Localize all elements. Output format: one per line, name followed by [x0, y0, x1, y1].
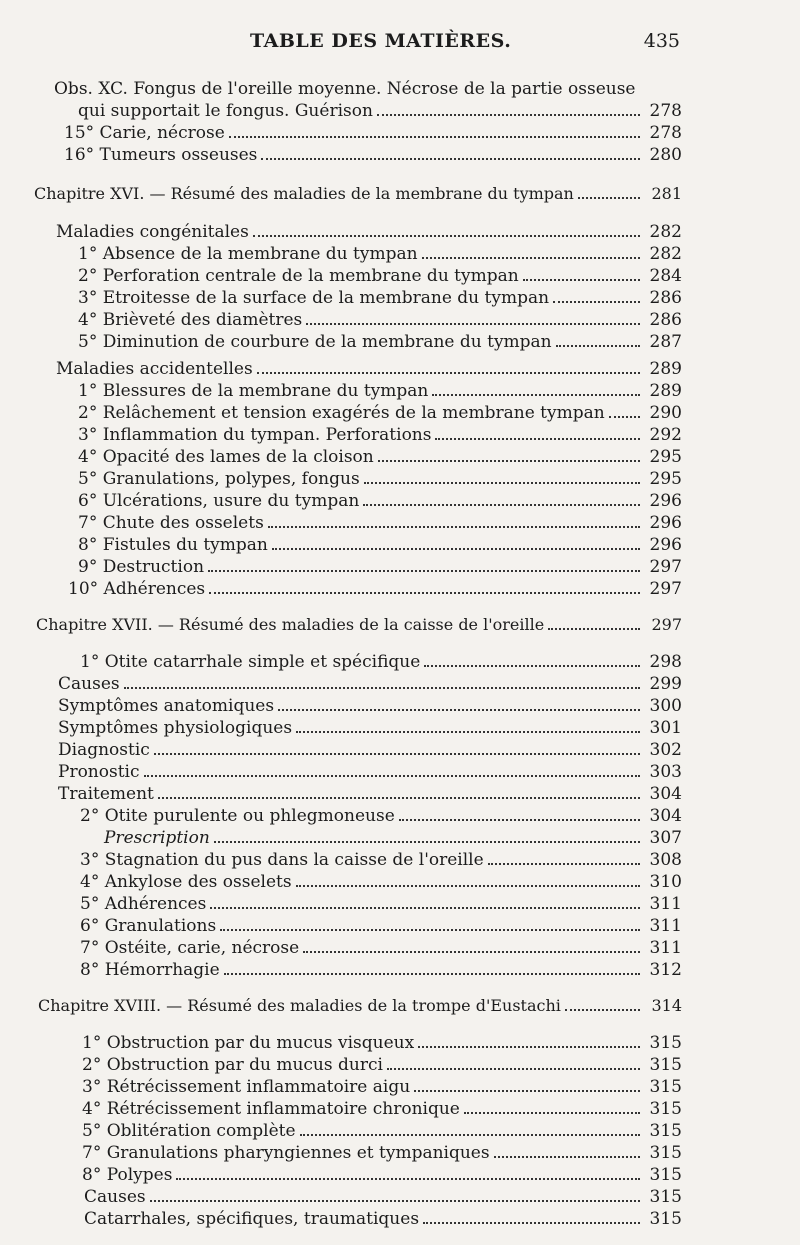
toc-entry [82, 1032, 682, 1054]
toc-entry-page: 311 [649, 894, 682, 914]
toc-entry-page: 315 [649, 1099, 682, 1119]
leader-dots [640, 80, 641, 94]
toc-entry-page: 315 [649, 1033, 682, 1053]
toc-entry [56, 358, 682, 380]
leader-dots [296, 871, 640, 887]
toc-entry [78, 402, 682, 424]
toc-entry-page: 308 [649, 850, 682, 870]
toc-entry [80, 651, 682, 673]
toc-entry [80, 805, 682, 827]
toc-entry-page: 315 [649, 1143, 682, 1163]
toc-entry [54, 78, 682, 100]
toc-entry-page: 301 [649, 718, 682, 738]
toc-entry-page: 289 [649, 381, 682, 401]
toc-entry-label: 3° Etroitesse de la surface de la membrane du tympan [78, 288, 550, 308]
leader-dots [578, 183, 640, 199]
leader-dots [422, 243, 640, 259]
toc-entry-page: 315 [649, 1165, 682, 1185]
toc-entry-page: 286 [649, 310, 682, 330]
toc-entry-label: 7° Granulations pharyngiennes et tympaniques [82, 1143, 490, 1163]
toc-entry [58, 739, 682, 761]
chapter-heading [36, 614, 682, 636]
leader-dots [224, 959, 640, 975]
toc-entry-page: 296 [649, 535, 682, 555]
leader-dots [176, 1164, 640, 1180]
leader-dots [278, 695, 640, 711]
toc-entry [58, 783, 682, 805]
toc-entry-page: 303 [649, 762, 682, 782]
toc-entry-page: 298 [649, 652, 682, 672]
toc-entry [80, 871, 682, 893]
leader-dots [387, 1054, 640, 1070]
toc-entry [58, 673, 682, 695]
toc-entry-label: Symptômes physiologiques [58, 718, 293, 738]
toc-entry-page: 297 [649, 579, 682, 599]
toc-entry-page: 297 [649, 557, 682, 577]
toc-entry-label: Pronostic [58, 762, 140, 782]
leader-dots [261, 144, 640, 160]
toc-entry-label: 1° Blessures de la membrane du tympan [78, 381, 429, 401]
toc-entry-label: Prescription [104, 828, 210, 848]
toc-entry-page: 315 [649, 1121, 682, 1141]
leader-dots [432, 380, 640, 396]
leader-dots [548, 614, 640, 630]
toc-entry [78, 265, 682, 287]
toc-entry-label: 5° Oblitération complète [82, 1121, 296, 1141]
toc-entry-page: 280 [649, 145, 682, 165]
toc-entry-page: 286 [649, 288, 682, 308]
toc-entry-page: 314 [651, 996, 682, 1015]
toc-entry-page: 300 [649, 696, 682, 716]
toc-entry-page: 297 [651, 615, 682, 634]
leader-dots [399, 805, 640, 821]
toc-entry-label: 2° Relâchement et tension exagérés de la membrane tympan [78, 403, 605, 423]
toc-entry [78, 380, 682, 402]
toc-entry-page: 311 [649, 916, 682, 936]
toc-entry-page: 295 [649, 447, 682, 467]
toc-entry [78, 287, 682, 309]
leader-dots [257, 358, 640, 374]
leader-dots [378, 446, 640, 462]
leader-dots [253, 221, 640, 237]
toc-entry-page: 307 [649, 828, 682, 848]
toc-entry-page: 296 [649, 513, 682, 533]
toc-entry-page: 290 [649, 403, 682, 423]
leader-dots [418, 1032, 640, 1048]
toc-entry-label: 4° Brièveté des diamètres [78, 310, 303, 330]
leader-dots [609, 402, 640, 418]
leader-dots [208, 556, 640, 572]
toc-entry-page: 278 [649, 101, 682, 121]
leader-dots [300, 1120, 640, 1136]
toc-entry-label: 5° Granulations, polypes, fongus [78, 469, 360, 489]
toc-entry [64, 122, 682, 144]
toc-entry-label: 1° Obstruction par du mucus visqueux [82, 1033, 415, 1053]
chapter-heading [34, 183, 682, 205]
toc-entry [64, 144, 682, 166]
toc-entry-label: 15° Carie, nécrose [64, 123, 225, 143]
toc-entry-label: Chapitre XVIII. — Résumé des maladies de la trompe d'Eustachi [38, 996, 561, 1015]
toc-entry-label: 3° Stagnation du pus dans la caisse de l'oreille [80, 850, 484, 870]
toc-entry-page: 278 [649, 123, 682, 143]
page-title: TABLE DES MATIÈRES. [250, 30, 512, 52]
leader-dots [124, 673, 640, 689]
toc-entry-page: 315 [649, 1187, 682, 1207]
toc-entry-label: 8° Hémorrhagie [80, 960, 220, 980]
leader-dots [414, 1076, 640, 1092]
toc-entry-label: 2° Perforation centrale de la membrane du tympan [78, 266, 519, 286]
toc-entry-label: Diagnostic [58, 740, 150, 760]
toc-entry [82, 1120, 682, 1142]
toc-entry [82, 1164, 682, 1186]
leader-dots [435, 424, 640, 440]
toc-entry [80, 937, 682, 959]
toc-entry-label: Catarrhales, spécifiques, traumatiques [84, 1209, 420, 1229]
toc-entry-label: 1° Absence de la membrane du tympan [78, 244, 418, 264]
toc-entry [56, 221, 682, 243]
toc-entry [84, 1186, 682, 1208]
toc-entry-label: 1° Otite catarrhale simple et spécifique [80, 652, 421, 672]
page-number: 435 [643, 30, 680, 52]
toc-entry-label: 4° Rétrécissement inflammatoire chronique [82, 1099, 460, 1119]
toc-entry [78, 512, 682, 534]
toc-entry-page: 289 [649, 359, 682, 379]
leader-dots [154, 739, 640, 755]
toc-entry-label: Chapitre XVI. — Résumé des maladies de la membrane du tympan [34, 184, 574, 203]
toc-entry [104, 827, 682, 849]
toc-entry-label: 4° Opacité des lames de la cloison [78, 447, 374, 467]
toc-entry-label: 7° Chute des osselets [78, 513, 264, 533]
toc-entry-page: 284 [649, 266, 682, 286]
toc-entry-label: Symptômes anatomiques [58, 696, 275, 716]
leader-dots [306, 309, 640, 325]
leader-dots [494, 1142, 640, 1158]
toc-entry-label: 2° Obstruction par du mucus durci [82, 1055, 383, 1075]
toc-entry-label: 3° Inflammation du tympan. Perforations [78, 425, 432, 445]
toc-entry-label: 7° Ostéite, carie, nécrose [80, 938, 300, 958]
toc-entry-label: 6° Ulcérations, usure du tympan [78, 491, 360, 511]
toc-entry-label: Chapitre XVII. — Résumé des maladies de la caisse de l'oreille [36, 615, 545, 634]
toc-entry [78, 424, 682, 446]
toc-entry-page: 304 [649, 806, 682, 826]
toc-entry [82, 1142, 682, 1164]
toc-entry-page: 282 [649, 222, 682, 242]
leader-dots [363, 490, 640, 506]
toc-entry-page: 310 [649, 872, 682, 892]
toc-entry-page: 315 [649, 1077, 682, 1097]
toc-entry-label: Causes [58, 674, 120, 694]
toc-entry-label: 16° Tumeurs osseuses [64, 145, 258, 165]
toc-entry [82, 1054, 682, 1076]
leader-dots [268, 512, 640, 528]
toc-entry-label: qui supportait le fongus. Guérison [78, 101, 373, 121]
leader-dots [210, 893, 640, 909]
toc-entry-label: Obs. XC. Fongus de l'oreille moyenne. Nécrose de la partie osseuse [54, 79, 636, 99]
toc-entry-page: 282 [649, 244, 682, 264]
toc-entry-label: 10° Adhérences [68, 579, 206, 599]
leader-dots [296, 717, 640, 733]
leader-dots [556, 331, 640, 347]
toc-entry [78, 309, 682, 331]
leader-dots [303, 937, 640, 953]
toc-entry-label: Causes [84, 1187, 146, 1207]
toc-entry-page: 302 [649, 740, 682, 760]
toc-entry-page: 315 [649, 1209, 682, 1229]
leader-dots [464, 1098, 640, 1114]
toc-entry [58, 717, 682, 739]
toc-entry [78, 331, 682, 353]
toc-entry-label: 2° Otite purulente ou phlegmoneuse [80, 806, 395, 826]
leader-dots [565, 995, 640, 1011]
leader-dots [488, 849, 640, 865]
toc-entry-page: 312 [649, 960, 682, 980]
toc-entry-page: 315 [649, 1055, 682, 1075]
toc-entry [78, 446, 682, 468]
toc-entry [78, 243, 682, 265]
leader-dots [209, 578, 640, 594]
toc-entry-label: Traitement [58, 784, 154, 804]
toc-entry-page: 299 [649, 674, 682, 694]
leader-dots [150, 1186, 640, 1202]
toc-entry-label: 9° Destruction [78, 557, 205, 577]
toc-entry-label: 3° Rétrécissement inflammatoire aigu [82, 1077, 411, 1097]
toc-entry-label: Maladies congénitales [56, 222, 249, 242]
leader-dots [424, 651, 640, 667]
leader-dots [144, 761, 641, 777]
toc-entry-page: 292 [649, 425, 682, 445]
toc-entry [82, 1076, 682, 1098]
toc-entry-page: 304 [649, 784, 682, 804]
toc-entry-label: Maladies accidentelles [56, 359, 253, 379]
toc-entry [78, 100, 682, 122]
chapter-heading [38, 995, 682, 1017]
leader-dots [229, 122, 640, 138]
toc-entry [80, 915, 682, 937]
toc-entry [78, 534, 682, 556]
toc-entry-page: 311 [649, 938, 682, 958]
toc-entry [78, 468, 682, 490]
leader-dots [214, 827, 640, 843]
toc-entry-page: 281 [651, 184, 682, 203]
toc-entry-label: 8° Fistules du tympan [78, 535, 268, 555]
toc-entry-label: 5° Adhérences [80, 894, 207, 914]
leader-dots [364, 468, 640, 484]
toc-entry [80, 959, 682, 981]
leader-dots [553, 287, 640, 303]
leader-dots [523, 265, 640, 281]
toc-entry-page: 296 [649, 491, 682, 511]
toc-entry [58, 761, 682, 783]
toc-entry [58, 695, 682, 717]
leader-dots [220, 915, 640, 931]
leader-dots [272, 534, 640, 550]
toc-entry-label: 6° Granulations [80, 916, 217, 936]
toc-entry-page: 295 [649, 469, 682, 489]
toc-entry [78, 556, 682, 578]
toc-entry [78, 490, 682, 512]
leader-dots [377, 100, 640, 116]
toc-entry [68, 578, 682, 600]
toc-entry [80, 893, 682, 915]
toc-entry-label: 5° Diminution de courbure de la membrane du tympan [78, 332, 552, 352]
toc-entry [80, 849, 682, 871]
leader-dots [158, 783, 640, 799]
leader-dots [423, 1208, 640, 1224]
toc-entry [82, 1098, 682, 1120]
toc-entry-label: 8° Polypes [82, 1165, 173, 1185]
toc-entry-page: 287 [649, 332, 682, 352]
toc-entry-label: 4° Ankylose des osselets [80, 872, 292, 892]
page-header [250, 30, 680, 60]
toc-entry [84, 1208, 682, 1230]
